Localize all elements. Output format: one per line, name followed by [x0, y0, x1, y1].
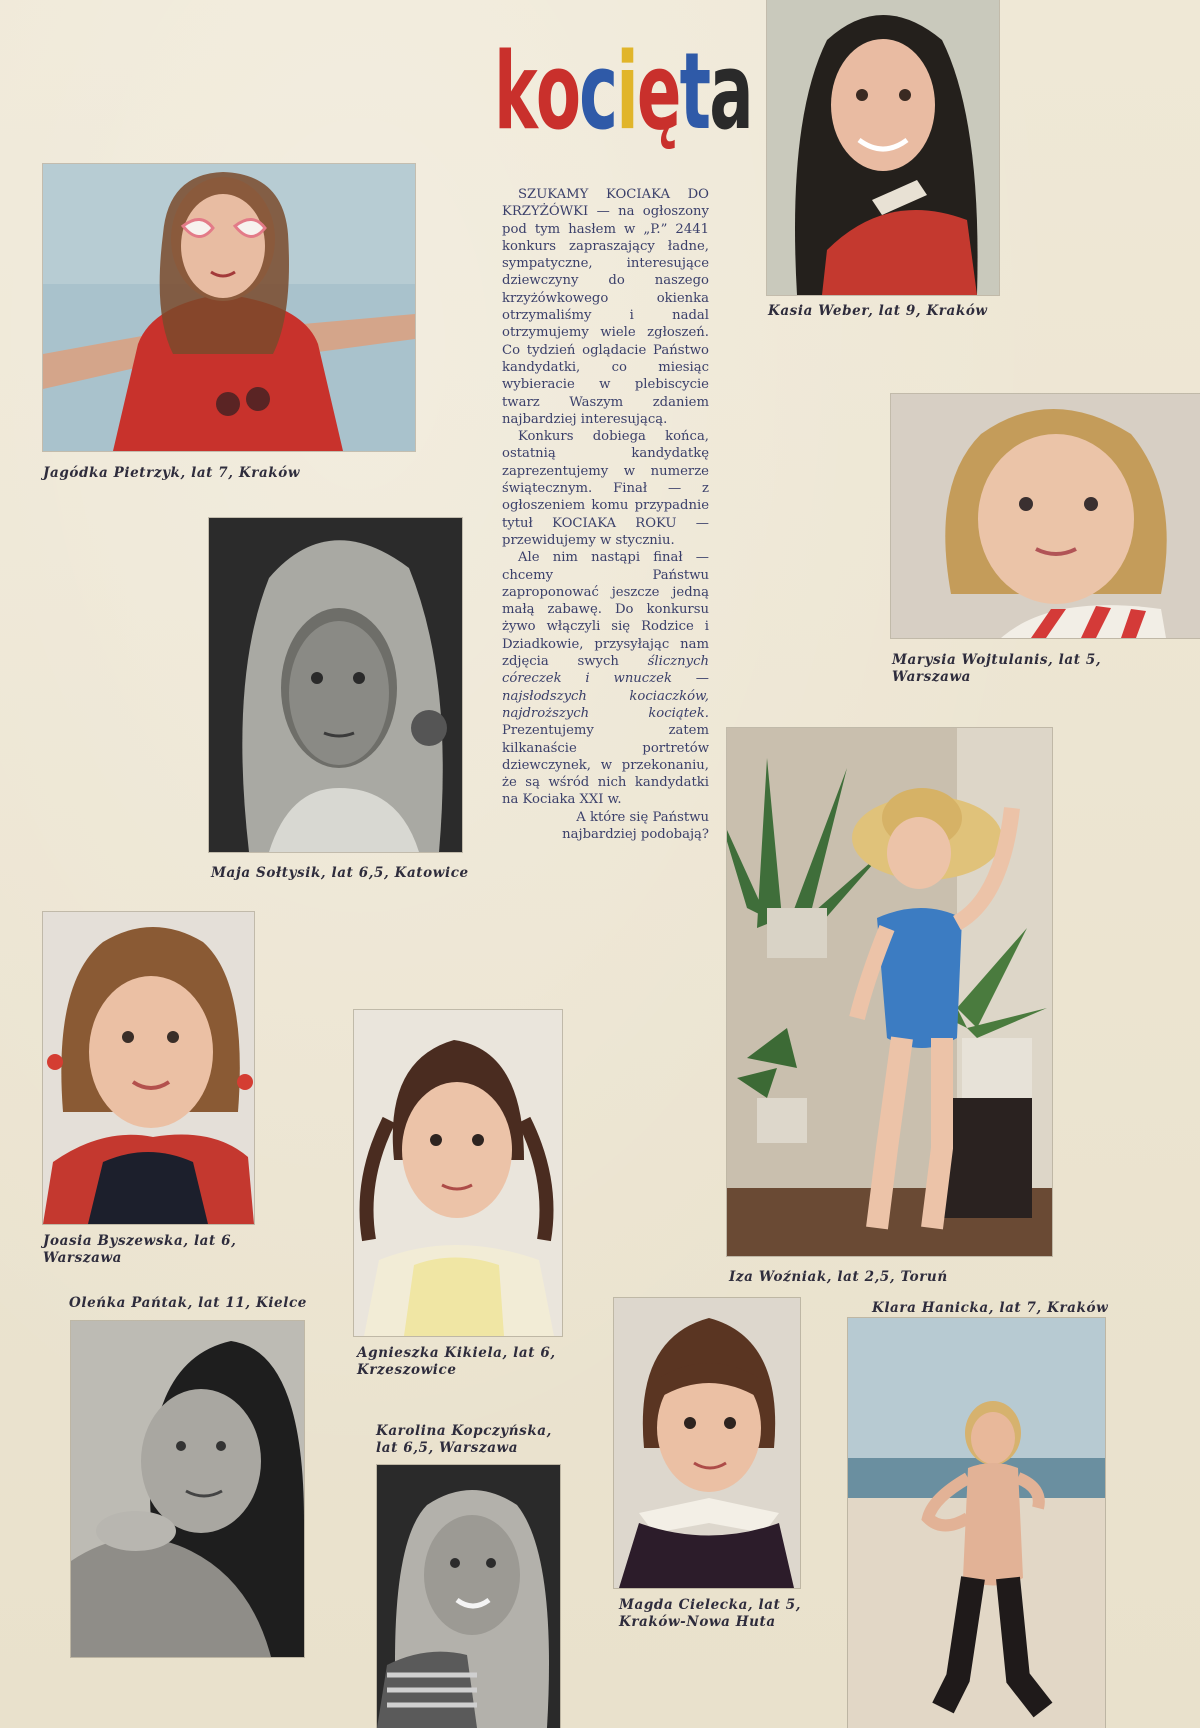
caption-jagodka [43, 465, 300, 482]
article-paragraph-4: A które się Państwu najbardziej podobają? [562, 809, 709, 842]
caption-agnieszka [357, 1345, 556, 1379]
photo-kasia [767, 0, 999, 295]
caption-line: Warszawa [43, 1250, 123, 1266]
title-letter: o [535, 30, 580, 153]
photo-magda [614, 1298, 800, 1588]
caption-line: Warszawa [892, 669, 972, 685]
title-letter: k [494, 30, 536, 153]
caption-line: Oleńka Pańtak, lat 11, Kielce [69, 1295, 307, 1311]
caption-iza [729, 1269, 948, 1286]
caption-line: Marysia Wojtulanis, lat 5, [892, 652, 1102, 668]
photo-iza [727, 728, 1052, 1256]
photo-olenka [71, 1321, 304, 1657]
photo-jagodka [43, 164, 415, 451]
title-letter: i [616, 30, 637, 153]
photo-maja [209, 518, 462, 852]
article-p1-text: — na ogłoszony pod tym hasłem w „P.” 2441 konkurs zapraszający ładne, sympatyczne, interesujące dziewczyny do naszego krzyżówkowego okienka otrzymaliśmy i nadal otrzymujemy wiele zgłoszeń. Co tydzień oglądacie Państwo kandydatki, co miesiąc wybieracie w plebiscycie twarz Waszym zdaniem najbardziej interesującą. [502, 204, 709, 427]
title-letter: c [579, 30, 617, 153]
photo-joasia [43, 912, 254, 1224]
caption-joasia [43, 1233, 236, 1267]
caption-marysia [892, 652, 1101, 686]
article-lead: SZUKAMY KOCIAKA DO KRZYŻÓWKI [502, 187, 709, 220]
caption-line: Maja Sołtysik, lat 6,5, Katowice [211, 865, 469, 881]
article-p3-emphasis: ślicznych córeczek i wnuczek — najsłodszych kociaczków, najdroższych kociątek. [502, 654, 709, 721]
caption-line: Magda Cielecka, lat 5, [619, 1597, 802, 1613]
caption-klara [872, 1300, 1108, 1317]
caption-line: Joasia Byszewska, lat 6, [43, 1233, 237, 1249]
caption-line: lat 6,5, Warszawa [376, 1440, 519, 1456]
photo-klara [848, 1318, 1105, 1728]
caption-line: Kraków-Nowa Huta [619, 1614, 776, 1630]
title-letter: ę [636, 30, 680, 153]
photo-karolina [377, 1465, 560, 1728]
title-letter: a [709, 30, 752, 153]
caption-karolina [376, 1423, 552, 1457]
article-paragraph-1 [502, 186, 709, 428]
caption-line: Agnieszka Kikiela, lat 6, [357, 1345, 556, 1361]
caption-line: Klara Hanicka, lat 7, Kraków [872, 1300, 1109, 1316]
caption-maja [211, 865, 469, 882]
photo-agnieszka [354, 1010, 562, 1336]
article-p3-text-a: Ale nim nastąpi finał — chcemy Państwu zaproponować jeszcze jedną małą zabawę. Do konkursu żywo włączyli się Rodzice i Dziadkowie, przysyłając nam zdjęcia swych [502, 550, 709, 670]
caption-kasia [768, 303, 988, 320]
caption-line: Krzeszowice [357, 1362, 457, 1378]
title-letter: t [679, 30, 710, 153]
caption-line: Jagódka Pietrzyk, lat 7, Kraków [43, 465, 301, 481]
photo-marysia [891, 394, 1200, 638]
page-title [494, 22, 752, 162]
article-paragraph-3 [502, 549, 709, 808]
caption-line: Iza Woźniak, lat 2,5, Toruń [729, 1269, 948, 1285]
article-p3-text-b: Prezentujemy zatem kilkanaście portretów dziewczynek, w przekonaniu, że są wśród nich kandydatki na Kociaka XXI w. [502, 723, 709, 808]
caption-olenka [69, 1295, 307, 1312]
article-paragraph-2: Konkurs dobiega końca, ostatnią kandydatkę zaprezentujemy w numerze świątecznym. Finał — z ogłoszeniem komu przypadnie tytuł KOCIAKA ROKU — przewidujemy w styczniu. [502, 429, 709, 548]
caption-line: Karolina Kopczyńska, [376, 1423, 552, 1439]
caption-line: Kasia Weber, lat 9, Kraków [768, 303, 988, 319]
caption-magda [619, 1597, 801, 1631]
article-text [502, 186, 709, 843]
